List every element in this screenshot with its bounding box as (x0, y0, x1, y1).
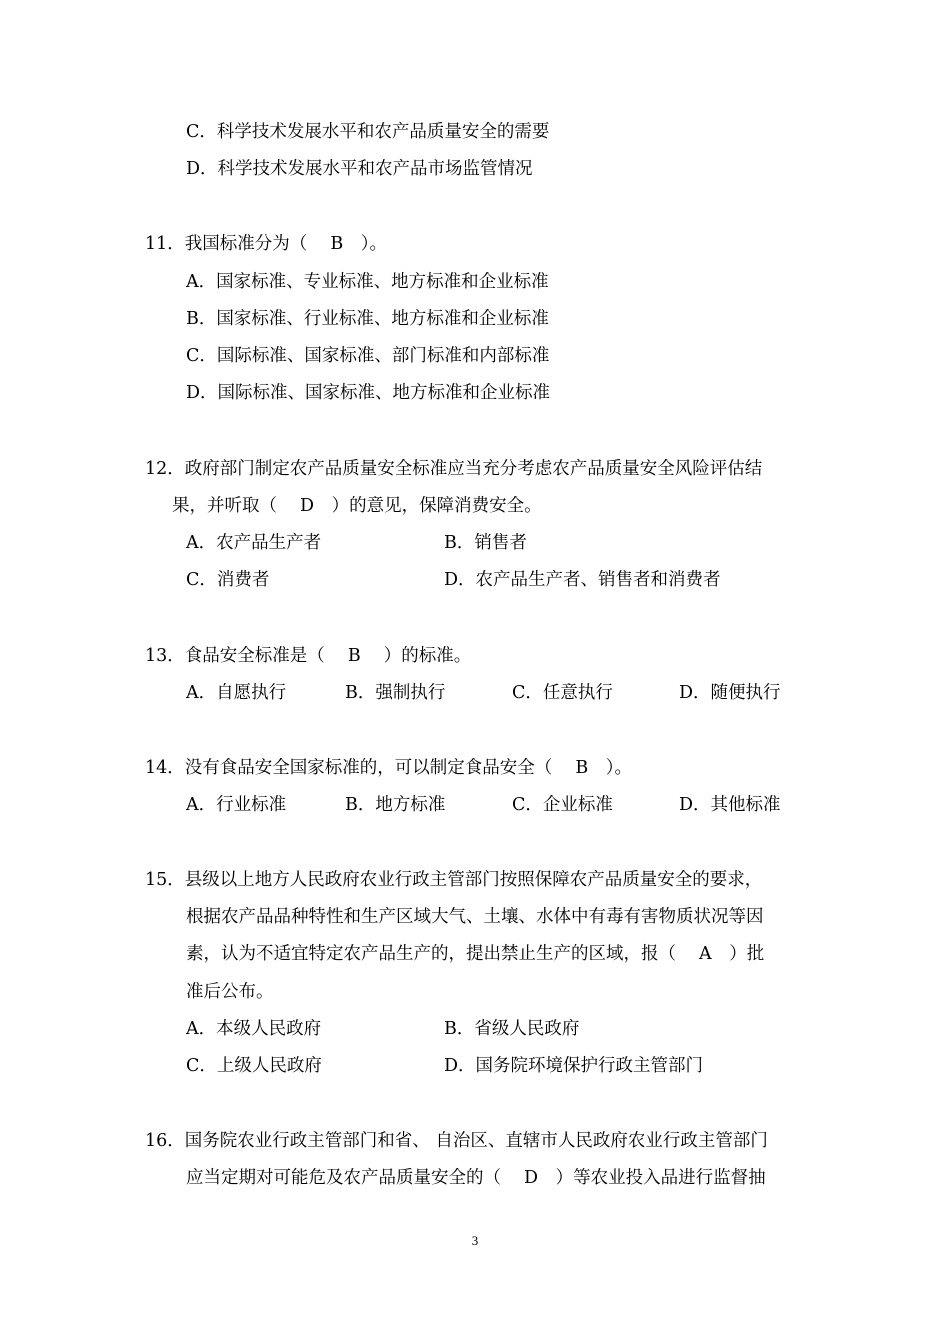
q11-option-b: B．国家标准、行业标准、地方标准和企业标准 (186, 309, 549, 329)
q12-option-c: C．消费者 (186, 570, 270, 590)
q15-stem-line2: 根据农产品品种特性和生产区域大气、土壤、水体中有毒有害物质状况等因 (186, 907, 764, 927)
q14-option-a: A．行业标准 (186, 795, 287, 815)
q14-option-c: C．企业标准 (512, 795, 613, 815)
q14-stem: 14．没有食品安全国家标准的，可以制定食品安全（ B ）。 (145, 758, 632, 778)
q15-option-b: B．省级人民政府 (444, 1019, 580, 1039)
q13-option-a: A．自愿执行 (186, 683, 287, 703)
q14-option-d: D．其他标准 (679, 795, 781, 815)
q16-stem-line2: 应当定期对可能危及农产品质量安全的（ D ）等农业投入品进行监督抽 (186, 1168, 766, 1188)
q12-stem-line2: 果，并听取（ D ）的意见，保障消费安全。 (172, 496, 542, 516)
q11-option-c: C．国际标准、国家标准、部门标准和内部标准 (186, 346, 550, 366)
q13-stem: 13．食品安全标准是（ B ）的标准。 (145, 646, 472, 666)
q15-option-c: C．上级人民政府 (186, 1056, 322, 1076)
q10-option-d: D．科学技术发展水平和农产品市场监管情况 (186, 159, 533, 179)
q12-option-b: B．销售者 (444, 533, 527, 553)
q10-option-c: C．科学技术发展水平和农产品质量安全的需要 (186, 122, 550, 142)
page-number: 3 (471, 1233, 479, 1248)
q12-option-d: D．农产品生产者、销售者和消费者 (444, 570, 721, 590)
q11-option-a: A．国家标准、专业标准、地方标准和企业标准 (186, 272, 549, 292)
q14-option-b: B．地方标准 (345, 795, 446, 815)
q11-option-d: D．国际标准、国家标准、地方标准和企业标准 (186, 383, 551, 403)
q12-option-a: A．农产品生产者 (186, 533, 322, 553)
q11-stem: 11．我国标准分为（ B ）。 (145, 234, 387, 254)
q13-option-b: B．强制执行 (345, 683, 446, 703)
q15-stem-line1: 15．县级以上地方人民政府农业行政主管部门按照保障农产品质量安全的要求， (145, 870, 763, 890)
q13-option-d: D．随便执行 (679, 683, 781, 703)
q12-stem-line1: 12．政府部门制定农产品质量安全标准应当充分考虑农产品质量安全风险评估结 (145, 459, 763, 479)
q16-stem-line1: 16．国务院农业行政主管部门和省、 自治区、直辖市人民政府农业行政主管部门 (145, 1131, 768, 1151)
q13-option-c: C．任意执行 (512, 683, 613, 703)
q15-stem-line4: 准后公布。 (186, 982, 274, 1002)
q15-stem-line3: 素，认为不适宜特定农产品生产的，提出禁止生产的区域，报（ A ）批 (186, 944, 765, 964)
q15-option-d: D．国务院环境保护行政主管部门 (444, 1056, 704, 1076)
q15-option-a: A．本级人民政府 (186, 1019, 322, 1039)
